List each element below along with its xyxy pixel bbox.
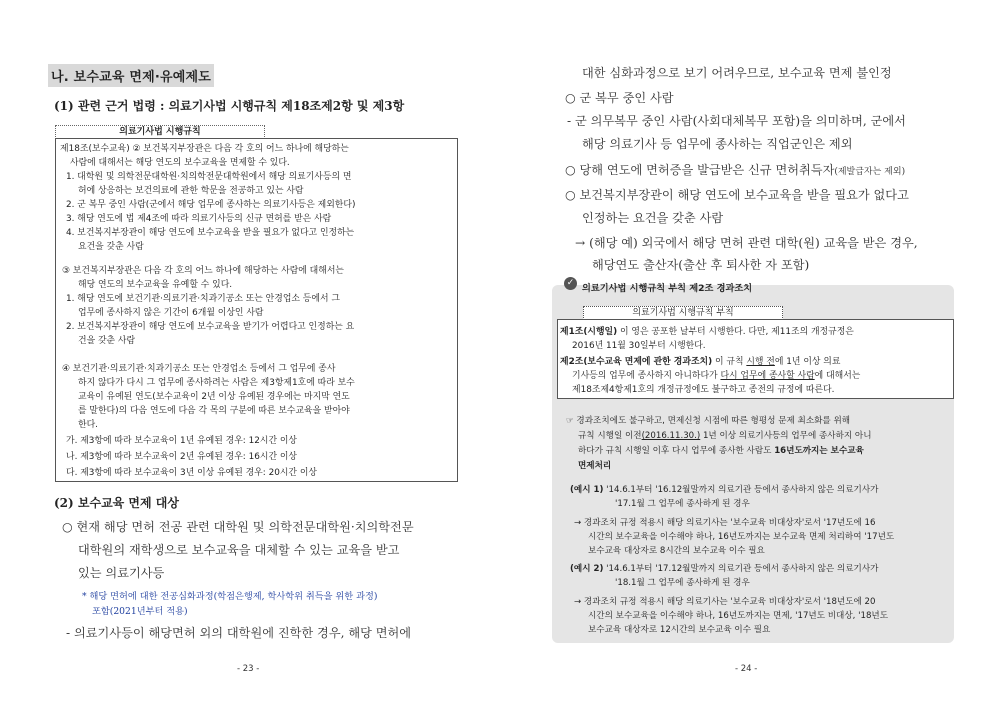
- law-line: 사람에 대해서는 해당 연도의 보수교육을 면제할 수 있다.: [70, 158, 290, 168]
- page-number: - 24 -: [735, 664, 758, 674]
- example-2-line: '18.1월 그 업무에 종사하게 된 경우: [615, 578, 750, 588]
- law-line: 요건을 갖춘 사람: [78, 242, 144, 252]
- subsection-heading-2: (2) 보수교육 면제 대상: [54, 496, 179, 510]
- body-line: [565, 161, 905, 178]
- example-2-line: → 경과조치 규정 적용시 해당 의료기사는 '보수교육 비대상자'로서 '18년도에 20: [574, 597, 876, 607]
- law-line: 제18조(보수교육) ② 보건복지부장관은 다음 각 호의 어느 하나에 해당하는: [60, 144, 349, 154]
- law-line: 해당 연도의 보수교육을 유예할 수 있다.: [78, 280, 233, 290]
- body-line: → (해당 예) 외국에서 해당 면허 관련 대학(원) 교육을 받은 경우,: [575, 236, 918, 250]
- sup-text-box: [557, 319, 954, 399]
- body-text-small: (제발급자는 제외): [834, 167, 906, 177]
- law-line: 교육이 유예된 연도(보수교육이 2년 이상 유예된 경우에는 마지막 연도: [78, 392, 350, 402]
- body-line: 인정하는 요건을 갖춘 사람: [582, 211, 724, 225]
- section-title: 나. 보수교육 면제·유예제도: [48, 64, 214, 87]
- law-text-box: [55, 138, 458, 482]
- example-1-line: '17.1월 그 업무에 종사하게 된 경우: [615, 499, 750, 509]
- example-1-line: → 경과조치 규정 적용시 해당 의료기사는 '보수교육 비대상자'로서 '17년도에 16: [574, 518, 876, 528]
- body-line: ○ 군 복무 중인 사람: [565, 91, 674, 105]
- law-line: 하지 않다가 다시 그 업무에 종사하려는 사람은 제3항제1호에 따라 보수: [78, 378, 355, 388]
- body-line: ○ 보건복지부장관이 해당 연도에 보수교육을 받을 필요가 없다고: [565, 188, 909, 202]
- body-line: - 의료기사등이 해당면허 외의 대학원에 진학한 경우, 해당 면허에: [66, 626, 412, 640]
- law-line: 가. 제3항에 따라 보수교육이 1년 유예된 경우: 12시간 이상: [66, 436, 298, 446]
- example-1-line: 보수교육 대상자로 8시간의 보수교육 이수 필요: [588, 546, 765, 556]
- body-line: 대한 심화과정으로 보기 어려우므로, 보수교육 면제 불인정: [582, 66, 892, 80]
- example-1-line: (예시 1) '14.6.1부터 '16.12월말까지 의료기관 등에서 종사하지 않은 의료기사가: [570, 485, 879, 495]
- panel-title: 의료기사법 시행규칙 부칙 제2조 경과조치: [582, 283, 753, 294]
- body-line: 있는 의료기사등: [78, 566, 165, 580]
- law-line: 허에 상응하는 보건의료에 관한 학문을 전공하고 있는 사람: [78, 186, 304, 196]
- page-number: - 23 -: [237, 664, 260, 674]
- check-icon: ✓: [564, 277, 577, 290]
- law-line: 2. 군 복무 중인 사람(군에서 해당 업무에 종사하는 의료기사등은 제외한다): [66, 200, 356, 210]
- note-line: 포함(2021년부터 적용): [92, 606, 188, 617]
- note-line: 규칙 시행일 이전(2016.11.30.) 1년 이상 의료기사등의 업무에 종사하지 아니: [578, 431, 872, 441]
- note-line: ☞ 경과조치에도 불구하고, 면제신청 시점에 따른 형평성 문제 최소화를 위해: [566, 416, 851, 426]
- sup-line: 제18조제4항제1호의 개정규정에도 불구하고 종전의 규정에 따른다.: [572, 385, 835, 395]
- sup-line: 기사등의 업무에 종사하지 아니하다가 다시 업무에 종사할 사람에 대해서는: [572, 371, 861, 381]
- body-line: ○ 현재 해당 면허 전공 관련 대학원 및 의학전문대학원·치의학전문: [62, 520, 414, 534]
- body-text: ○ 당해 연도에 면허증을 발급받은 신규 면허취득자: [565, 163, 835, 177]
- sup-line: 제2조(보수교육 면제에 관한 경과조치) 이 규칙 시행 전에 1년 이상 의료: [560, 357, 841, 367]
- law-line: 를 말한다)의 다음 연도에 다음 각 목의 구분에 따른 보수교육을 받아야: [78, 406, 350, 416]
- law-line: 3. 해당 연도에 법 제4조에 따라 의료기사등의 신규 면허를 받은 사람: [66, 214, 332, 224]
- example-2-line: 시간의 보수교육을 이수해야 하나, 16년도까지는 면제, '17년도 비대상, '18년도: [588, 611, 889, 621]
- example-2-line: 보수교육 대상자로 12시간의 보수교육 이수 필요: [588, 625, 771, 635]
- law-line: 건을 갖춘 사람: [78, 336, 136, 346]
- law-line: 1. 대학원 및 의학전문대학원·치의학전문대학원에서 해당 의료기사등의 면: [66, 172, 352, 182]
- law-line: 4. 보건복지부장관이 해당 연도에 보수교육을 받을 필요가 없다고 인정하는: [66, 228, 355, 238]
- law-line: ③ 보건복지부장관은 다음 각 호의 어느 하나에 해당하는 사람에 대해서는: [62, 266, 344, 276]
- note-line: 하다가 규칙 시행일 이후 다시 업무에 종사한 사람도 16년도까지는 보수교육: [578, 446, 864, 456]
- body-line: 해당연도 출산자(출산 후 퇴사한 자 포함): [592, 258, 810, 272]
- body-line: 해당 의료기사 등 업무에 종사하는 직업군인은 제외: [582, 137, 853, 151]
- law-line: 한다.: [78, 420, 98, 430]
- law-line: ④ 보건기관·의료기관·치과기공소 또는 안경업소 등에서 그 업무에 종사: [62, 364, 336, 374]
- sup-box-label: 의료기사법 시행규칙 부칙: [583, 306, 783, 320]
- law-line: 2. 보건복지부장관이 해당 연도에 보수교육을 받기가 어렵다고 인정하는 요: [66, 322, 355, 332]
- body-line: 대학원의 재학생으로 보수교육을 대체할 수 있는 교육을 받고: [78, 543, 400, 557]
- law-line: 나. 제3항에 따라 보수교육이 2년 유예된 경우: 16시간 이상: [66, 452, 298, 462]
- law-box-label: 의료기사법 시행규칙: [55, 125, 265, 139]
- body-line: - 군 의무복무 중인 사람(사회대체복무 포함)을 의미하며, 군에서: [567, 114, 906, 128]
- example-1-line: 시간의 보수교육을 이수해야 하나, 16년도까지는 보수교육 면제 처리하여 '17년도: [588, 532, 895, 542]
- law-line: 1. 해당 연도에 보건기관·의료기관·치과기공소 또는 안경업소 등에서 그: [66, 294, 340, 304]
- example-2-line: (예시 2) '14.6.1부터 '17.12월말까지 의료기관 등에서 종사하지 않은 의료기사가: [570, 564, 879, 574]
- sup-line: 2016년 11월 30일부터 시행한다.: [572, 341, 706, 351]
- note-line: 면제처리: [578, 461, 612, 471]
- note-line: * 해당 면허에 대한 전공심화과정(학점은행제, 학사학위 취득을 위한 과정): [82, 591, 378, 602]
- law-line: 다. 제3항에 따라 보수교육이 3년 이상 유예된 경우: 20시간 이상: [66, 468, 317, 478]
- subsection-heading-1: (1) 관련 근거 법령 : 의료기사법 시행규칙 제18조제2항 및 제3항: [54, 99, 405, 113]
- law-line: 업무에 종사하지 않은 기간이 6개월 이상인 사람: [78, 308, 264, 318]
- sup-line: 제1조(시행일) 이 영은 공포한 날부터 시행한다. 다만, 제11조의 개정규정은: [560, 327, 854, 337]
